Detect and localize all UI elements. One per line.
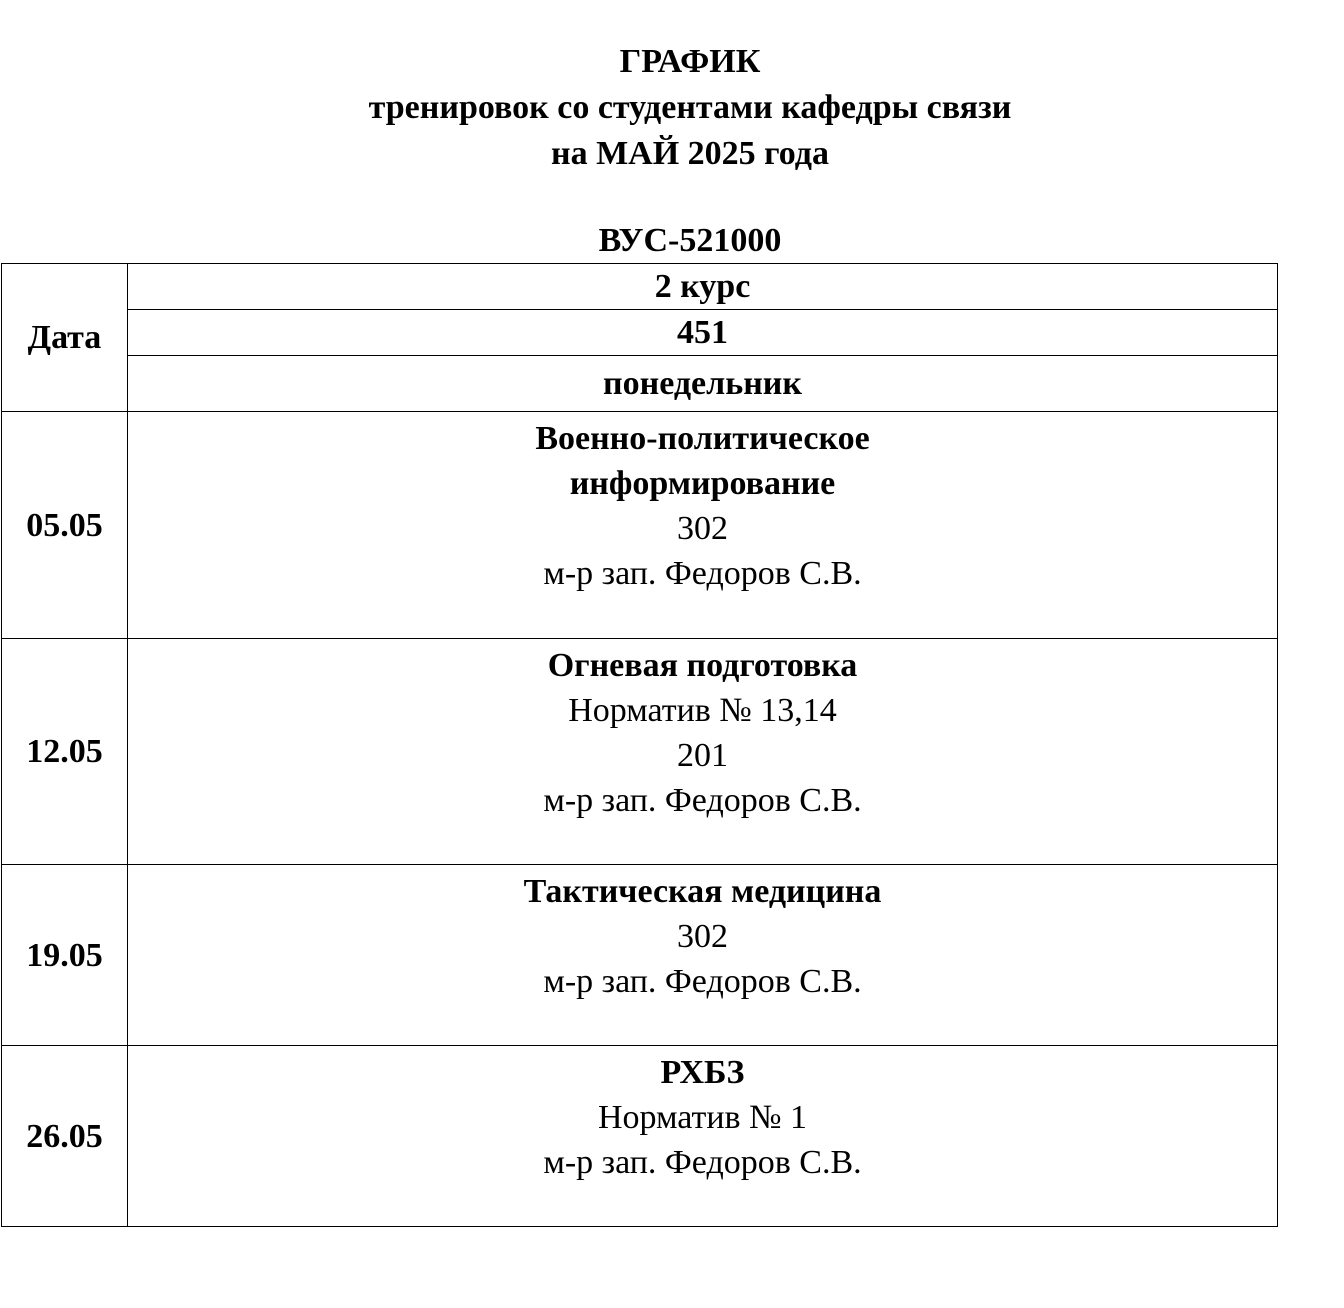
date-cell: 26.05 <box>2 1046 128 1227</box>
header-row-group <box>2 310 1278 356</box>
date-column-header: Дата <box>2 264 128 412</box>
header-row-course <box>2 264 1278 310</box>
instructor-name: м-р зап. Федоров С.В. <box>543 555 862 592</box>
subject-title-continued: информирование <box>569 465 836 502</box>
subject-title: Военно-политическое <box>535 420 870 457</box>
table-row <box>2 639 1278 865</box>
document-title-block <box>0 39 1344 177</box>
subject-title: РХБЗ <box>660 1054 745 1091</box>
room-number: 302 <box>677 510 728 547</box>
lesson-cell <box>128 639 1278 865</box>
document-subtitle: тренировок со студентами кафедры связи <box>368 89 1012 126</box>
group-header: 451 <box>128 310 1278 356</box>
instructor-name: м-р зап. Федоров С.В. <box>543 782 862 819</box>
instructor-name: м-р зап. Федоров С.В. <box>543 1144 862 1181</box>
lesson-cell <box>128 1046 1278 1227</box>
room-number: 201 <box>677 737 728 774</box>
instructor-name: м-р зап. Федоров С.В. <box>543 963 862 1000</box>
date-cell: 05.05 <box>2 412 128 639</box>
schedule-table <box>1 263 1278 1227</box>
lesson-cell <box>128 865 1278 1046</box>
vus-code: ВУС-521000 <box>598 222 782 259</box>
subject-title: Огневая подготовка <box>547 647 858 684</box>
header-row-weekday <box>2 356 1278 412</box>
course-header: 2 курс <box>128 264 1278 310</box>
norm-number: Норматив № 1 <box>597 1099 808 1136</box>
lesson-cell <box>128 412 1278 639</box>
table-row <box>2 865 1278 1046</box>
weekday-header: понедельник <box>128 356 1278 412</box>
date-cell: 12.05 <box>2 639 128 865</box>
subject-title: Тактическая медицина <box>523 873 882 910</box>
date-cell: 19.05 <box>2 865 128 1046</box>
document-title: ГРАФИК <box>619 43 761 80</box>
table-row <box>2 1046 1278 1227</box>
document-period: на МАЙ 2025 года <box>551 135 829 172</box>
table-row <box>2 412 1278 639</box>
norm-number: Норматив № 13,14 <box>568 692 837 729</box>
room-number: 302 <box>677 918 728 955</box>
